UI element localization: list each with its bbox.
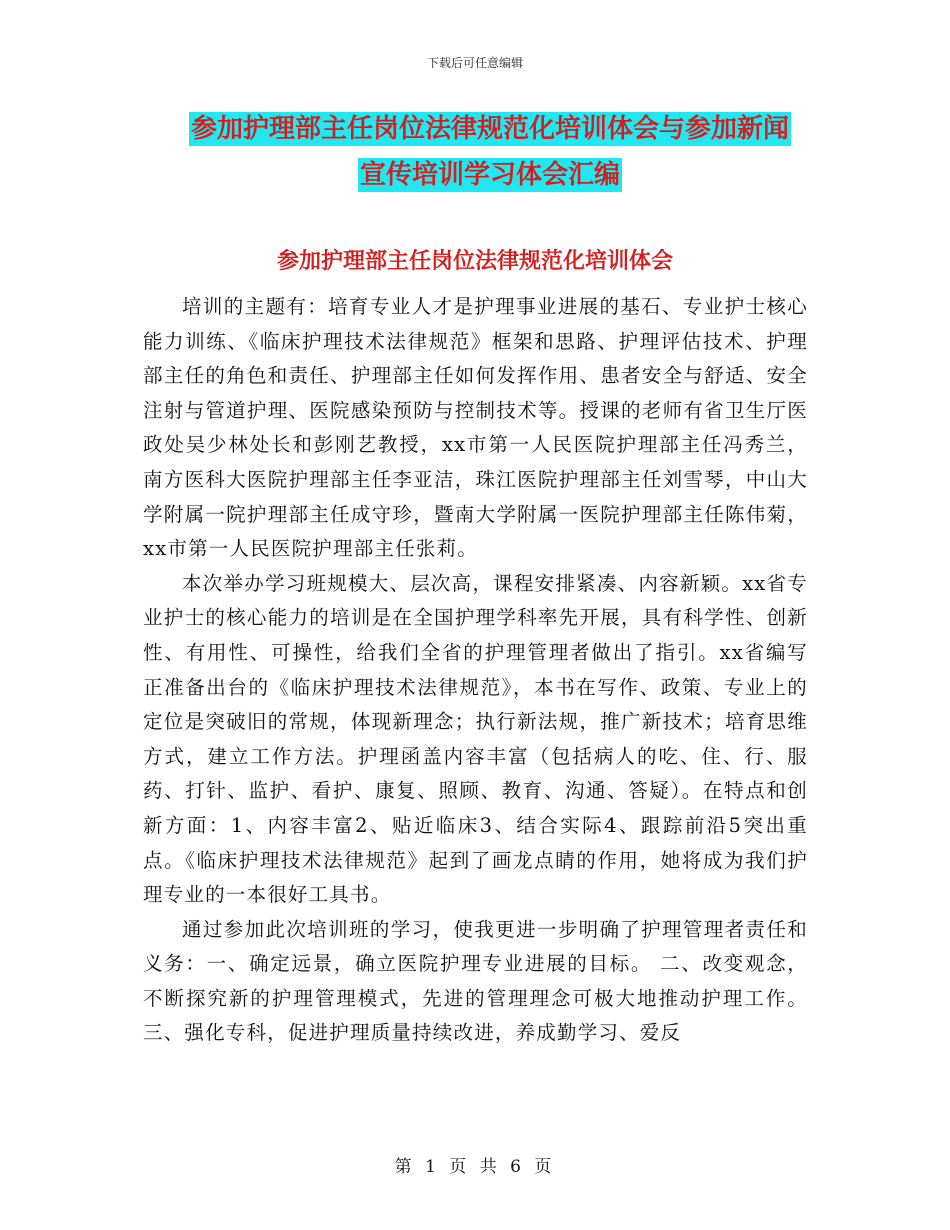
document-title-line-1: 参加护理部主任岗位法律规范化培训体会与参加新闻 bbox=[190, 114, 789, 144]
paragraph: 通过参加此次培训班的学习，使我更进一步明确了护理管理者责任和义务：一、确定远景，确立医院护理专业进展的目标。 二、改变观念，不断探究新的护理管理模式，先进的管理理念可极大地推动护理工作。三、强化专科，促进护理质量持续改进，养成勤学习、爱反 bbox=[143, 917, 808, 1045]
paragraph: 培训的主题有：培育专业人才是护理事业进展的基石、专业护士核心能力训练、《临床护理技术法律规范》框架和思路、护理评估技术、护理部主任的角色和责任、护理部主任如何发挥作用、患者安全与舒适、安全注射与管道护理、医院感染预防与控制技术等。授课的老师有省卫生厅医政处吴少林处长和彭刚艺教授，xx市第一人民医院护理部主任冯秀兰，南方医科大医院护理部主任李亚洁，珠江医院护理部主任刘雪琴，中山大学附属一院护理部主任成守珍，暨南大学附属一医院护理部主任陈伟菊，xx市第一人民医院护理部主任张莉。 bbox=[143, 295, 808, 561]
section-title: 参加护理部主任岗位法律规范化培训体会 bbox=[276, 249, 673, 274]
document-title bbox=[140, 106, 840, 198]
paragraph: 本次举办学习班规模大、层次高，课程安排紧凑、内容新颖。xx省专业护士的核心能力的培训是在全国护理学科率先开展，具有科学性、创新性、有用性、可操性，给我们全省的护理管理者做出了指引。xx省编写正准备出台的《临床护理技术法律规范》，本书在写作、政策、专业上的定位是突破旧的常规，体现新理念；执行新法规，推广新技术；培育思维方式，建立工作方法。护理函盖内容丰富（包括病人的吃、住、行、服药、打针、监护、看护、康复、照顾、教育、沟通、答疑）。在特点和创新方面：1、内容丰富2、贴近临床3、结合实际4、跟踪前沿5突出重点。《临床护理技术法律规范》起到了画龙点睛的作用，她将成为我们护理专业的一本很好工具书。 bbox=[143, 571, 808, 907]
body-text bbox=[143, 290, 808, 1051]
document-title-line-2: 宣传培训学习体会汇编 bbox=[359, 160, 620, 190]
header-note: 下载后可任意编辑 bbox=[426, 56, 523, 70]
page-number-footer: 第 1 页 共 6 页 bbox=[394, 1157, 556, 1177]
